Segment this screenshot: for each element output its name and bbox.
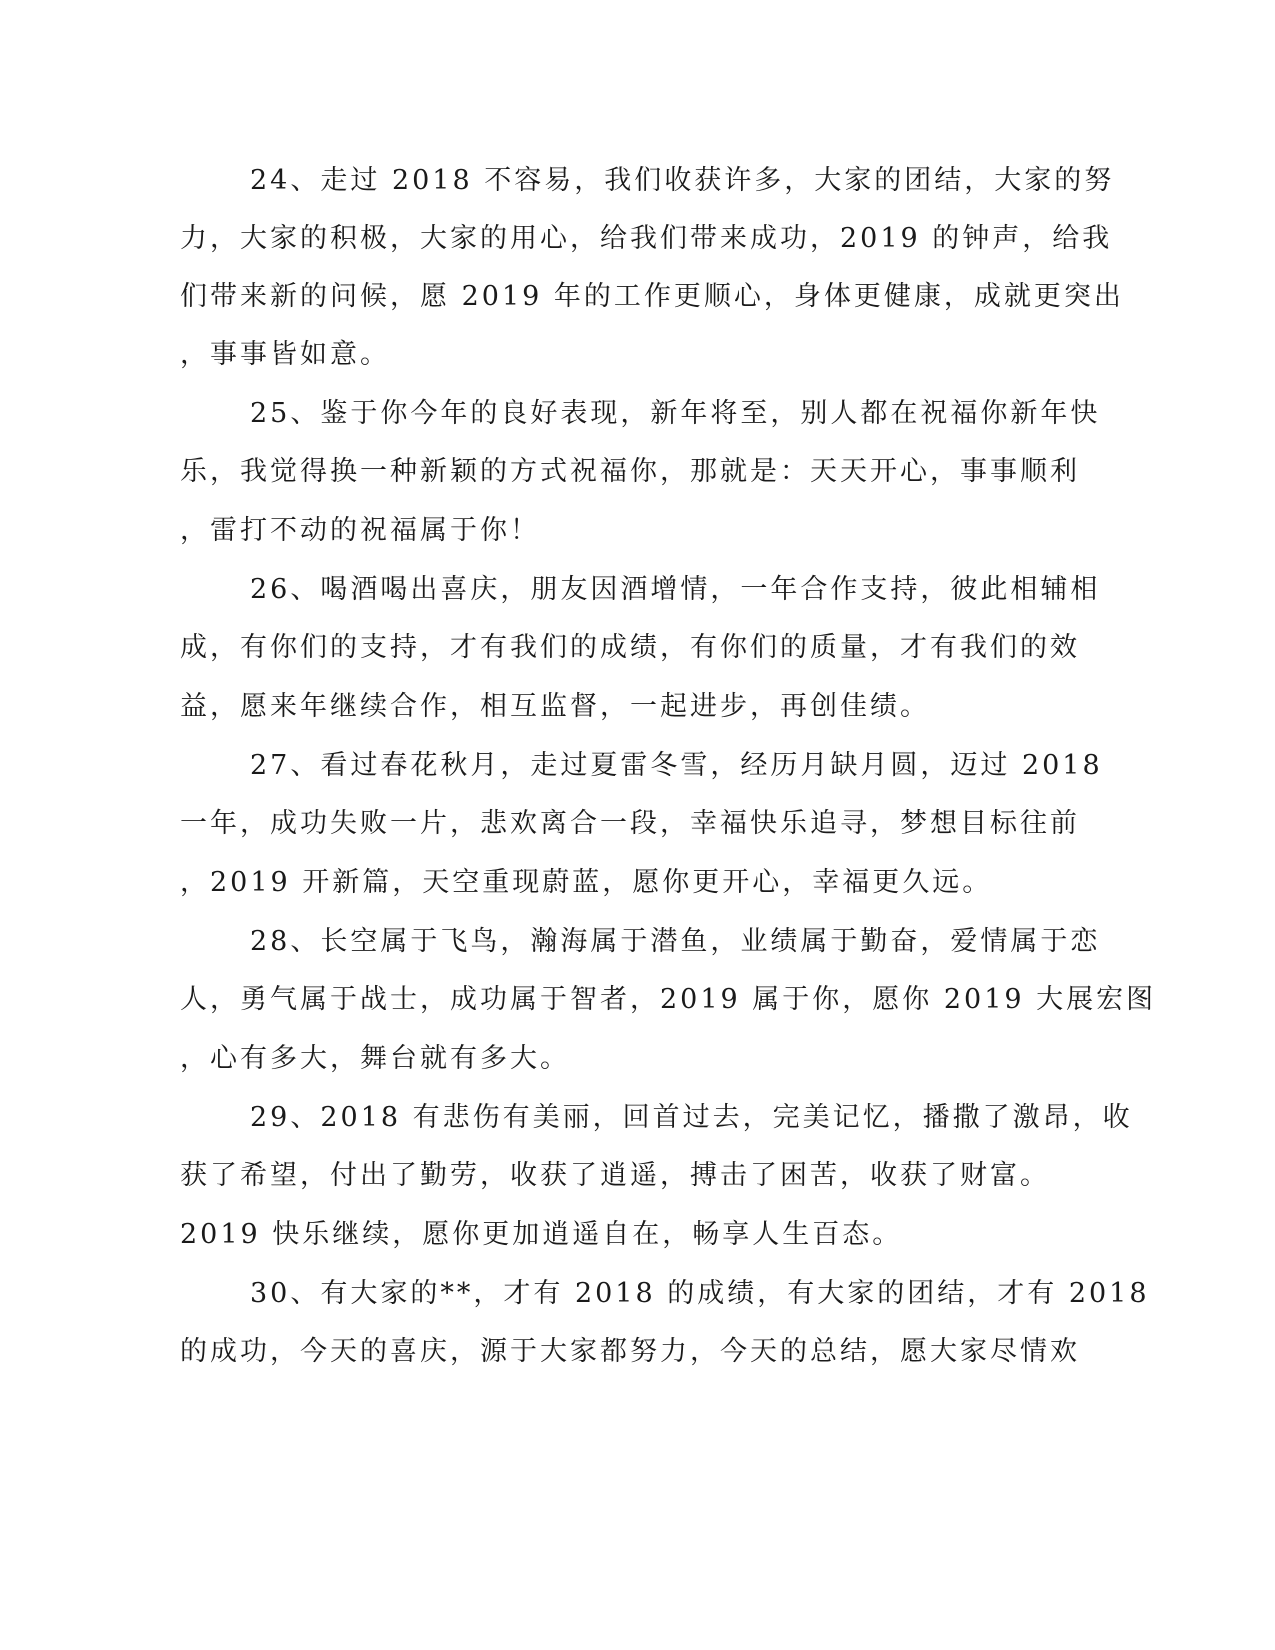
paragraph-25-line-1: 25、鉴于你今年的良好表现，新年将至，别人都在祝福你新年快: [250, 398, 1101, 429]
paragraph-27-line-1: 27、看过春花秋月，走过夏雷冬雪，经历月缺月圆，迈过 2018: [250, 750, 1103, 781]
paragraph-27-line-3: ，2019 开新篇，天空重现蔚蓝，愿你更开心，幸福更久远。: [180, 867, 993, 898]
paragraph-30-line-2: 的成功，今天的喜庆，源于大家都努力，今天的总结，愿大家尽情欢: [180, 1336, 1080, 1367]
paragraph-29-line-3: 2019 快乐继续，愿你更加逍遥自在，畅享人生百态。: [180, 1219, 903, 1250]
paragraph-27-line-2: 一年，成功失败一片，悲欢离合一段，幸福快乐追寻，梦想目标往前: [180, 808, 1080, 839]
paragraph-24-line-2: 力，大家的积极，大家的用心，给我们带来成功，2019 的钟声，给我: [180, 223, 1113, 254]
paragraph-26-line-3: 益，愿来年继续合作，相互监督，一起进步，再创佳绩。: [180, 691, 930, 722]
paragraph-25-line-3: ，雷打不动的祝福属于你！: [180, 515, 540, 546]
paragraph-30-line-1: 30、有大家的**，才有 2018 的成绩，有大家的团结，才有 2018: [250, 1278, 1150, 1309]
paragraph-26-line-2: 成，有你们的支持，才有我们的成绩，有你们的质量，才有我们的效: [180, 632, 1080, 663]
paragraph-28-line-1: 28、长空属于飞鸟，瀚海属于潜鱼，业绩属于勤奋，爱情属于恋: [250, 926, 1101, 957]
paragraph-29-line-2: 获了希望，付出了勤劳，收获了逍遥，搏击了困苦，收获了财富。: [180, 1160, 1050, 1191]
paragraph-29-line-1: 29、2018 有悲伤有美丽，回首过去，完美记忆，播撒了激昂，收: [250, 1102, 1133, 1133]
paragraph-24-line-4: ，事事皆如意。: [180, 339, 390, 370]
paragraph-25-line-2: 乐，我觉得换一种新颖的方式祝福你，那就是：天天开心，事事顺利: [180, 456, 1080, 487]
paragraph-28-line-3: ，心有多大，舞台就有多大。: [180, 1043, 570, 1074]
paragraph-24-line-1: 24、走过 2018 不容易，我们收获许多，大家的团结，大家的努: [250, 165, 1115, 196]
paragraph-28-line-2: 人，勇气属于战士，成功属于智者，2019 属于你，愿你 2019 大展宏图: [180, 984, 1157, 1015]
paragraph-26-line-1: 26、喝酒喝出喜庆，朋友因酒增情，一年合作支持，彼此相辅相: [250, 574, 1101, 605]
paragraph-24-line-3: 们带来新的问候，愿 2019 年的工作更顺心，身体更健康，成就更突出: [180, 281, 1124, 312]
